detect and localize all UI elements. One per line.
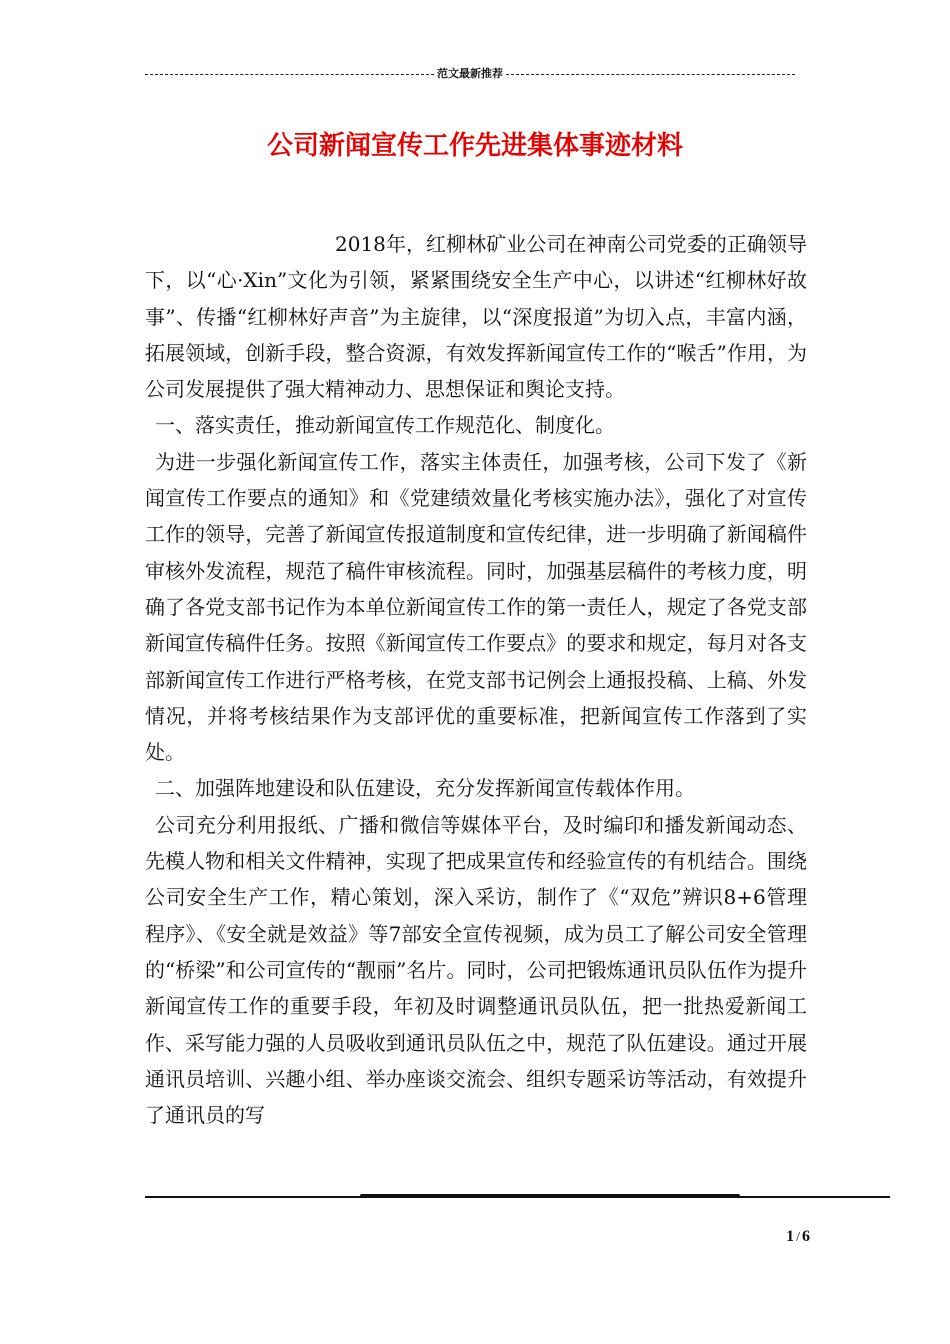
page-current: 1	[786, 1228, 795, 1245]
document-title: 公司新闻宣传工作先进集体事迹材料	[266, 131, 683, 161]
page-separator: /	[796, 1230, 800, 1245]
document-body	[145, 226, 807, 1133]
section-heading-2: 二、加强阵地建设和队伍建设，充分发挥新闻宣传载体作用。	[155, 776, 695, 801]
section-heading-1: 一、落实责任，推动新闻宣传工作规范化、制度化。	[155, 413, 615, 438]
header-dashed-rule-left	[145, 74, 434, 75]
footer-rule-accent	[360, 1194, 740, 1198]
header-text: 范文最新推荐	[437, 67, 503, 80]
paragraph-intro: 2018年，红柳林矿业公司在神南公司党委的正确领导下，以“心·Xin”文化为引领，紧紧围绕安全生产中心，以讲述“红柳林好故事”、传播“红柳林好声音”为主旋律，以“深度报道”为切入点，丰富内涵，拓展领域，创新手段，整合资源，有效发挥新闻宣传工作的“喉舌”作用，为公司发展提供了强大精神动力、思想保证和舆论支持。	[145, 232, 807, 402]
page-number	[740, 1228, 810, 1246]
header-dashed-rule-right	[506, 74, 795, 75]
paragraph-section-1: 为进一步强化新闻宣传工作，落实主体责任，加强考核，公司下发了《新闻宣传工作要点的通知》和《党建绩效量化考核实施办法》，强化了对宣传工作的领导，完善了新闻宣传报道制度和宣传纪律，进一步明确了新闻稿件审核外发流程，规范了稿件审核流程。同时，加强基层稿件的考核力度，明确了各党支部书记作为本单位新闻宣传工作的第一责任人，规定了各党支部新闻宣传稿件任务。按照《新闻宣传工作要点》的要求和规定，每月对各支部新闻宣传工作进行严格考核，在党支部书记例会上通报投稿、上稿、外发情况，并将考核结果作为支部评优的重要标准，把新闻宣传工作落到了实处。	[145, 449, 807, 765]
paragraph-section-2: 公司充分利用报纸、广播和微信等媒体平台，及时编印和播发新闻动态、先模人物和相关文件精神，实现了把成果宣传和经验宣传的有机结合。围绕公司安全生产工作，精心策划，深入采访，制作了《“双危”辨识8+6管理程序》、《安全就是效益》等7部安全宣传视频，成为员工了解公司安全管理的“桥梁”和公司宣传的“靓丽”名片。同时，公司把锻炼通讯员队伍作为提升新闻宣传工作的重要手段，年初及时调整通讯员队伍，把一批热爱新闻工作、采写能力强的人员吸收到通讯员队伍之中，规范了队伍建设。通过开展通讯员培训、兴趣小组、举办座谈交流会、组织专题采访等活动，有效提升了通讯员的写	[145, 812, 807, 1128]
page-header	[145, 66, 795, 82]
page-total: 6	[802, 1228, 810, 1245]
